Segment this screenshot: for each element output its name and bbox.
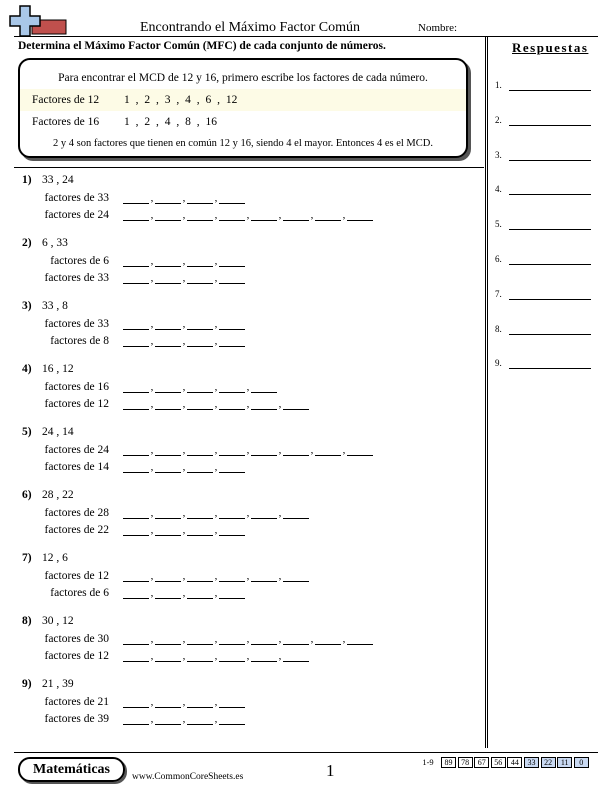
comma-separator: , (182, 507, 186, 519)
factor-blank[interactable] (123, 399, 149, 410)
comma-separator: , (182, 713, 186, 725)
problem-number: 5) (22, 426, 32, 438)
factor-blank[interactable] (251, 445, 277, 456)
factor-blank[interactable] (219, 319, 245, 330)
factor-row-label: factores de 8 (50, 335, 109, 347)
answer-line[interactable] (509, 194, 591, 195)
factor-blank[interactable] (187, 445, 213, 456)
example-row-values: 1 , 2 , 3 , 4 , 6 , 12 (124, 94, 238, 106)
answer-number: 1. (495, 80, 502, 90)
comma-separator: , (182, 398, 186, 410)
factor-blanks (123, 444, 373, 456)
answer-line[interactable] (509, 299, 591, 300)
score-cell: 89 (441, 757, 456, 768)
score-cell: 33 (524, 757, 539, 768)
factor-blank[interactable] (283, 634, 309, 645)
comma-separator: , (150, 633, 154, 645)
answer-item (495, 252, 595, 266)
factor-blank[interactable] (219, 714, 245, 725)
factor-blank[interactable] (315, 634, 341, 645)
factor-blank[interactable] (155, 382, 181, 393)
score-cell: 11 (557, 757, 572, 768)
comma-separator: , (150, 461, 154, 473)
factor-blank[interactable] (219, 210, 245, 221)
comma-separator: , (182, 335, 186, 347)
factor-blank[interactable] (219, 382, 245, 393)
factor-blank[interactable] (123, 588, 149, 599)
factor-blank[interactable] (155, 588, 181, 599)
factor-blank[interactable] (187, 525, 213, 536)
example-row-values: 1 , 2 , 4 , 8 , 16 (124, 116, 217, 128)
factor-blank[interactable] (155, 210, 181, 221)
factor-blanks (123, 272, 245, 284)
factor-blank[interactable] (187, 571, 213, 582)
factor-blank[interactable] (187, 634, 213, 645)
problem (22, 363, 482, 427)
comma-separator: , (214, 461, 218, 473)
problem (22, 552, 482, 616)
example-conclusion: 2 y 4 son factores que tienen en común 12 y 16, siendo 4 el mayor. Entonces 4 es el MCD. (53, 138, 433, 149)
comma-separator: , (278, 444, 282, 456)
answer-line[interactable] (509, 229, 591, 230)
instructions: Determina el Máximo Factor Común (MFC) de cada conjunto de números. (18, 40, 386, 52)
answer-item (495, 113, 595, 127)
problem (22, 300, 482, 364)
factor-blank[interactable] (123, 508, 149, 519)
factor-blank[interactable] (123, 256, 149, 267)
comma-separator: , (310, 444, 314, 456)
factor-blank[interactable] (347, 210, 373, 221)
factor-blank[interactable] (219, 634, 245, 645)
comma-separator: , (278, 209, 282, 221)
factor-row-label: factores de 22 (44, 524, 109, 536)
factor-blank[interactable] (187, 462, 213, 473)
column-divider (485, 36, 488, 748)
factor-blank[interactable] (219, 588, 245, 599)
comma-separator: , (214, 318, 218, 330)
comma-separator: , (342, 209, 346, 221)
site-url: www.CommonCoreSheets.es (132, 772, 244, 782)
factor-blank[interactable] (123, 634, 149, 645)
factor-row-label: factores de 21 (44, 696, 109, 708)
score-cell: 78 (458, 757, 473, 768)
answer-number: 6. (495, 254, 502, 264)
comma-separator: , (214, 255, 218, 267)
factor-blank[interactable] (123, 697, 149, 708)
factor-blanks (123, 587, 245, 599)
factor-blanks (123, 255, 245, 267)
problem-numbers: 21 , 39 (42, 678, 74, 690)
factor-blanks (123, 398, 309, 410)
factor-row-label: factores de 39 (44, 713, 109, 725)
comma-separator: , (150, 381, 154, 393)
answer-item (495, 322, 595, 336)
factor-blank[interactable] (251, 508, 277, 519)
factor-blank[interactable] (155, 697, 181, 708)
problem-number: 6) (22, 489, 32, 501)
factor-blanks (123, 318, 245, 330)
factor-blank[interactable] (347, 634, 373, 645)
comma-separator: , (182, 381, 186, 393)
answer-line[interactable] (509, 125, 591, 126)
factor-blank[interactable] (155, 193, 181, 204)
factor-blank[interactable] (283, 445, 309, 456)
comma-separator: , (278, 570, 282, 582)
factor-blank[interactable] (155, 651, 181, 662)
comma-separator: , (214, 192, 218, 204)
factor-blank[interactable] (155, 399, 181, 410)
comma-separator: , (182, 192, 186, 204)
score-cell: 56 (491, 757, 506, 768)
footer-divider (14, 752, 598, 753)
answer-item (495, 78, 595, 92)
comma-separator: , (150, 713, 154, 725)
factor-blank[interactable] (219, 336, 245, 347)
comma-separator: , (182, 209, 186, 221)
factor-blank[interactable] (219, 651, 245, 662)
problem-numbers: 33 , 8 (42, 300, 68, 312)
factor-blank[interactable] (155, 445, 181, 456)
factor-blank[interactable] (219, 273, 245, 284)
factor-row-label: factores de 6 (50, 587, 109, 599)
comma-separator: , (182, 587, 186, 599)
answer-line[interactable] (509, 90, 591, 91)
factor-blank[interactable] (155, 508, 181, 519)
factor-blank[interactable] (123, 651, 149, 662)
factor-blank[interactable] (155, 319, 181, 330)
problem-number: 8) (22, 615, 32, 627)
factor-blank[interactable] (251, 210, 277, 221)
factor-row-label: factores de 16 (44, 381, 109, 393)
example-row (20, 111, 466, 133)
comma-separator: , (150, 272, 154, 284)
factor-blank[interactable] (251, 634, 277, 645)
comma-separator: , (150, 587, 154, 599)
factor-blank[interactable] (219, 256, 245, 267)
comma-separator: , (182, 318, 186, 330)
comma-separator: , (150, 318, 154, 330)
score-range-label: 1-9 (422, 757, 434, 767)
factor-row-label: factores de 12 (44, 650, 109, 662)
factor-blank[interactable] (187, 508, 213, 519)
comma-separator: , (214, 633, 218, 645)
problem-numbers: 30 , 12 (42, 615, 74, 627)
comma-separator: , (310, 633, 314, 645)
factor-blanks (123, 524, 245, 536)
factor-blank[interactable] (123, 193, 149, 204)
answer-number: 5. (495, 219, 502, 230)
answer-line[interactable] (509, 264, 591, 265)
example-intro: Para encontrar el MCD de 12 y 16, primero escribe los factores de cada número. (58, 72, 428, 84)
factor-blanks (123, 633, 373, 645)
factor-blank[interactable] (187, 697, 213, 708)
score-cell: 44 (507, 757, 522, 768)
comma-separator: , (150, 696, 154, 708)
factor-blank[interactable] (219, 571, 245, 582)
comma-separator: , (214, 570, 218, 582)
answer-item (495, 217, 595, 231)
answer-item (495, 356, 595, 370)
comma-separator: , (246, 650, 250, 662)
score-cell: 22 (541, 757, 556, 768)
answers-title: Respuestas (512, 40, 589, 55)
problem (22, 237, 482, 301)
factor-blank[interactable] (155, 714, 181, 725)
factor-blank[interactable] (283, 651, 309, 662)
problem-numbers: 28 , 22 (42, 489, 74, 501)
factor-row-label: factores de 12 (44, 398, 109, 410)
factor-blanks (123, 209, 373, 221)
section-divider (14, 167, 484, 168)
factor-blank[interactable] (315, 210, 341, 221)
brand-badge: Matemáticas (18, 757, 125, 782)
comma-separator: , (214, 524, 218, 536)
factor-blank[interactable] (283, 571, 309, 582)
problem (22, 426, 482, 490)
comma-separator: , (214, 507, 218, 519)
comma-separator: , (150, 570, 154, 582)
score-cell: 67 (474, 757, 489, 768)
factor-row-label: factores de 28 (44, 507, 109, 519)
answer-item (495, 287, 595, 301)
comma-separator: , (182, 633, 186, 645)
factor-blanks (123, 335, 245, 347)
comma-separator: , (150, 650, 154, 662)
problem-numbers: 16 , 12 (42, 363, 74, 375)
comma-separator: , (246, 209, 250, 221)
factor-blank[interactable] (123, 319, 149, 330)
page-number: 1 (326, 761, 335, 780)
answer-number: 8. (495, 323, 502, 334)
problem-numbers: 33 , 24 (42, 174, 74, 186)
factor-blank[interactable] (347, 445, 373, 456)
comma-separator: , (214, 713, 218, 725)
factor-blank[interactable] (187, 399, 213, 410)
factor-blank[interactable] (251, 651, 277, 662)
comma-separator: , (182, 696, 186, 708)
factor-blank[interactable] (123, 210, 149, 221)
comma-separator: , (278, 398, 282, 410)
factor-blank[interactable] (219, 399, 245, 410)
problem-number: 1) (22, 174, 32, 186)
comma-separator: , (182, 272, 186, 284)
factor-blank[interactable] (315, 445, 341, 456)
comma-separator: , (150, 209, 154, 221)
comma-separator: , (150, 507, 154, 519)
factor-row-label: factores de 33 (44, 318, 109, 330)
comma-separator: , (278, 507, 282, 519)
factor-blank[interactable] (123, 571, 149, 582)
factor-blank[interactable] (187, 714, 213, 725)
factor-blanks (123, 507, 309, 519)
factor-row-label: factores de 33 (44, 192, 109, 204)
comma-separator: , (182, 255, 186, 267)
factor-blank[interactable] (187, 193, 213, 204)
problem-number: 9) (22, 678, 32, 690)
name-label: Nombre: (418, 22, 458, 34)
answer-line[interactable] (509, 160, 591, 161)
comma-separator: , (214, 335, 218, 347)
factor-blank[interactable] (155, 525, 181, 536)
comma-separator: , (342, 444, 346, 456)
factor-blank[interactable] (155, 256, 181, 267)
example-row-label: Factores de 12 (32, 94, 100, 106)
example-row (20, 89, 466, 111)
factor-row-label: factores de 30 (44, 633, 109, 645)
factor-blank[interactable] (187, 336, 213, 347)
factor-blanks (123, 381, 277, 393)
factor-blank[interactable] (155, 273, 181, 284)
problem (22, 678, 482, 742)
problem (22, 489, 482, 553)
comma-separator: , (278, 650, 282, 662)
answer-number: 7. (495, 288, 502, 299)
comma-separator: , (182, 524, 186, 536)
factor-row-label: factores de 24 (44, 209, 109, 221)
factor-blank[interactable] (187, 588, 213, 599)
factor-blank[interactable] (187, 273, 213, 284)
comma-separator: , (246, 570, 250, 582)
factor-blank[interactable] (219, 697, 245, 708)
problem-numbers: 12 , 6 (42, 552, 68, 564)
factor-blank[interactable] (155, 634, 181, 645)
comma-separator: , (150, 398, 154, 410)
factor-blank[interactable] (155, 462, 181, 473)
comma-separator: , (246, 507, 250, 519)
factor-blank[interactable] (123, 525, 149, 536)
comma-separator: , (150, 524, 154, 536)
factor-blank[interactable] (187, 256, 213, 267)
problem-number: 2) (22, 237, 32, 249)
example-box (18, 58, 468, 158)
factor-blank[interactable] (219, 445, 245, 456)
factor-blank[interactable] (187, 382, 213, 393)
comma-separator: , (246, 633, 250, 645)
factor-blank[interactable] (123, 382, 149, 393)
comma-separator: , (214, 650, 218, 662)
problem (22, 615, 482, 679)
factor-blank[interactable] (283, 508, 309, 519)
factor-blank[interactable] (187, 319, 213, 330)
factor-blank[interactable] (123, 445, 149, 456)
comma-separator: , (310, 209, 314, 221)
comma-separator: , (182, 444, 186, 456)
factor-blank[interactable] (123, 462, 149, 473)
worksheet-title: Encontrando el Máximo Factor Común (139, 20, 361, 35)
factor-blank[interactable] (219, 508, 245, 519)
problem-numbers: 6 , 33 (42, 237, 68, 249)
answer-number: 9. (495, 358, 502, 369)
comma-separator: , (342, 633, 346, 645)
comma-separator: , (246, 398, 250, 410)
answer-number: 3. (495, 149, 502, 160)
comma-separator: , (182, 570, 186, 582)
problem (22, 174, 482, 238)
header-divider (14, 36, 598, 37)
factor-blanks (123, 696, 245, 708)
comma-separator: , (214, 696, 218, 708)
factor-row-label: factores de 24 (44, 444, 109, 456)
comma-separator: , (150, 255, 154, 267)
factor-blank[interactable] (123, 714, 149, 725)
answer-item (495, 148, 595, 162)
comma-separator: , (214, 398, 218, 410)
answer-line[interactable] (509, 368, 591, 369)
example-row-label: Factores de 16 (32, 116, 100, 128)
factor-blanks (123, 570, 309, 582)
factor-blank[interactable] (251, 571, 277, 582)
factor-blanks (123, 461, 245, 473)
comma-separator: , (182, 461, 186, 473)
factor-blanks (123, 650, 309, 662)
answer-number: 2. (495, 114, 502, 125)
answer-number: 4. (495, 184, 502, 195)
factor-blank[interactable] (219, 462, 245, 473)
factor-blanks (123, 192, 245, 204)
answer-item (495, 182, 595, 196)
comma-separator: , (182, 650, 186, 662)
factor-row-label: factores de 33 (44, 272, 109, 284)
factor-blank[interactable] (283, 210, 309, 221)
comma-separator: , (214, 444, 218, 456)
comma-separator: , (214, 272, 218, 284)
factor-blank[interactable] (219, 193, 245, 204)
score-cell: 0 (574, 757, 589, 768)
factor-blank[interactable] (155, 336, 181, 347)
comma-separator: , (214, 209, 218, 221)
comma-separator: , (214, 381, 218, 393)
comma-separator: , (214, 587, 218, 599)
comma-separator: , (150, 444, 154, 456)
factor-blank[interactable] (219, 525, 245, 536)
comma-separator: , (246, 444, 250, 456)
problem-number: 4) (22, 363, 32, 375)
factor-blank[interactable] (123, 336, 149, 347)
problem-number: 7) (22, 552, 32, 564)
factor-blank[interactable] (187, 651, 213, 662)
factor-row-label: factores de 14 (44, 461, 109, 473)
factor-blank[interactable] (251, 382, 277, 393)
problem-numbers: 24 , 14 (42, 426, 74, 438)
comma-separator: , (150, 192, 154, 204)
problem-number: 3) (22, 300, 32, 312)
factor-row-label: factores de 6 (50, 255, 109, 267)
factor-blanks (123, 713, 245, 725)
factor-row-label: factores de 12 (44, 570, 109, 582)
factor-blank[interactable] (187, 210, 213, 221)
comma-separator: , (246, 381, 250, 393)
comma-separator: , (150, 335, 154, 347)
comma-separator: , (278, 633, 282, 645)
factor-blank[interactable] (251, 399, 277, 410)
factor-blank[interactable] (283, 399, 309, 410)
factor-blank[interactable] (155, 571, 181, 582)
answer-line[interactable] (509, 334, 591, 335)
factor-blank[interactable] (123, 273, 149, 284)
